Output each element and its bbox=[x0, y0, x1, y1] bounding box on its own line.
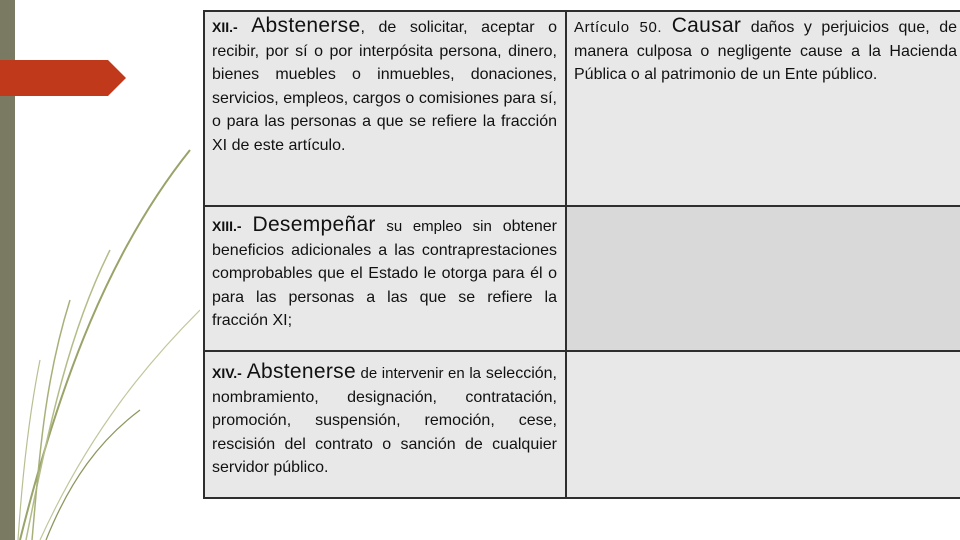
fraction-keyword: Abstenerse bbox=[246, 360, 356, 383]
comparison-table bbox=[203, 10, 960, 499]
article-keyword: Causar bbox=[671, 14, 742, 37]
fraction-number: XIV.- bbox=[212, 365, 242, 381]
empty-cell bbox=[566, 351, 960, 498]
fraction-keyword: Abstenerse bbox=[251, 14, 361, 37]
fraction-text: , de solicitar, aceptar o recibir, por sí o por interpósita persona, dinero, bienes muebles o inmuebles, donaciones, servicios, empleos, cargos o comisiones para sí, o para las personas a que se refiere la fracción XI de este artículo. bbox=[212, 19, 557, 154]
cell-fraction-xiii bbox=[204, 206, 566, 351]
fraction-lead-text: su empleo sin bbox=[375, 218, 492, 235]
fraction-keyword: Desempeñar bbox=[252, 213, 376, 236]
fraction-text: selección, nombramiento, designación, contratación, promoción, suspensión, remoción, cese, rescisión del contrato o sanción de cualquier servidor público. bbox=[212, 365, 558, 476]
cell-articulo-50 bbox=[566, 11, 960, 206]
accent-flag-shape bbox=[0, 60, 126, 96]
cell-fraction-xiv bbox=[204, 351, 566, 498]
article-text: daños y perjuicios que, de manera culposa o negligente cause a la Hacienda Pública o al patrimonio de un Ente público. bbox=[574, 19, 958, 83]
table-row bbox=[204, 351, 960, 498]
fraction-text: obtener beneficios adicionales a las contraprestaciones comprobables que el Estado le otorga para él o para las personas a las que se refiere la fracción XI; bbox=[212, 218, 558, 329]
article-number: Artículo 50. bbox=[574, 19, 663, 36]
cell-fraction-xii bbox=[204, 11, 566, 206]
table-row bbox=[204, 206, 960, 351]
fraction-lead-text: de intervenir en la bbox=[355, 365, 481, 382]
empty-cell bbox=[566, 206, 960, 351]
table-row bbox=[204, 11, 960, 206]
fraction-number: XII.- bbox=[212, 19, 238, 35]
fraction-number: XIII.- bbox=[212, 218, 242, 234]
